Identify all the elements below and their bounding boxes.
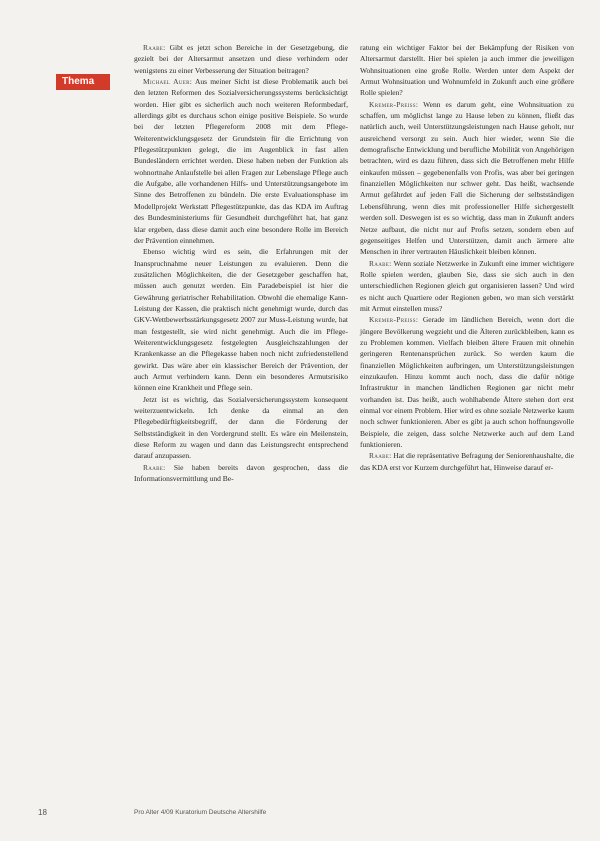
left-column <box>134 42 348 484</box>
paragraph-text: Wenn es darum geht, eine Wohnsituation zu schaffen, um möglichst lange zu Hause leben zu können, fließt das natürlich auch, weil Unterstützungsleistungen nach Hause geholt, nur ausreichend versorgt zu sein. Auch hier wieder, wenn Sie die demografische Entwicklung und berufliche Mobilität von Angehörigen betrachten, wird es dazu führen, dass sich die Betroffenen mehr Hilfe einkaufen müssen – gegebenenfalls von Profis, was aber bei geringen finanziellen Möglichkeiten nur schwer geht. Das heißt, wachsende Armut gefährdet auf jeden Fall die Sicherung der selbstständigen Lebensführung, wenn dies mit professioneller Hilfe sichergestellt werden soll. Deswegen ist es so wichtig, dass man in Zukunft anders Netze aufbaut, die nicht nur auf Profis setzen, sondern eben auf gegenseitiges Helfen und Unterstützen, damit auch ärmere alte Menschen in ihrer vertrauten Häuslichkeit bleiben können. <box>360 99 575 257</box>
paragraph <box>360 258 574 315</box>
section-tab: Thema <box>56 74 110 90</box>
paragraph-text: Gerade im ländlichen Bereich, wenn dort die jüngere Bevölkerung wegzieht und die Älteren zurückbleiben, kann es zu Problemen kommen. Vielfach bleiben ältere Frauen mit ohnehin geringeren Rentenansprüchen zurück. So werden kaum die finanziellen Möglichkeiten aufbringen, um Unterstützungsleistungen einzukaufen. Hinzu kommt auch noch, dass die dafür nötige Infrastruktur in manchen ländlichen Regionen gar nicht mehr vorhanden ist. Das heißt, auch wohlhabende Ältere stehen dort erst einmal vor einem Problem. Hier wird es ohne soziale Netzwerke kaum noch schwer funktionieren. Aber es gibt ja auch schon hoffnungsvolle Beispiele, die zeigen, dass solche Netzwerke auch auf dem Land funktionieren. <box>360 315 575 450</box>
paragraph <box>360 42 574 99</box>
paragraph-text: Jetzt ist es wichtig, das Sozialversicherungssystem konsequent weiterzuentwickeln. Ich denke da einmal an den Pflegebedürftigkeitsbegriff, der dann die Förderung der Selbstständigkeit in den Vordergrund stellt. Es wäre ein Meilenstein, diese Reform zu wagen und dann das Leistungsrecht entsprechend darauf anzupassen. <box>134 394 348 461</box>
paragraph <box>134 76 348 246</box>
speaker-name: Kremer-Preiss: <box>369 99 419 109</box>
page-number: 18 <box>38 808 47 817</box>
paragraph-text: Ebenso wichtig wird es sein, die Erfahrungen mit der Inanspruchnahme neuer Leistungen zu evaluieren. Denn die zusätzlichen Möglichkeiten, die der Gesetzgeber geschaffen hat, müssen auch genutzt werden. Ein Paradebeispiel ist hier die Gewährung geriatrischer Rehabilitation. Obwohl die ehemalige Kann-Leistung der Kassen, die praktisch nicht genehmigt wurde, durch das GKV-Wettbewerbsstärkungsgesetz 2007 zur Muss-Leistung wurde, hat man festgestellt, sie wird nicht genehmigt. Auch die im Pflege-Weiterentwicklungsgesetz festgelegten Ausgleichszahlungen der Krankenkasse an die Pflegekasse haben noch nicht zufriedenstellend gewirkt. Das wäre aber ein klassischer Bereich der Prävention, der auch Armut verhindern kann. Denn ein besonderes Armutsrisiko können eine Krankheit und Pflege sein. <box>134 247 348 393</box>
paragraph-text: Wenn soziale Netzwerke in Zukunft eine immer wichtigere Rolle spielen werden, glauben Sie, dass sie sich auch in den unterschiedlichen Regionen gleich gut organisieren lassen? Und wird es nicht auch Quartiere oder Regionen geben, wo man sich verstärkt mit Armut einstellen muss? <box>360 258 574 313</box>
speaker-name: Raabe: <box>369 451 392 461</box>
paragraph <box>360 314 574 450</box>
speaker-name: Raabe: <box>369 258 392 268</box>
paragraph-text: Aus meiner Sicht ist diese Problematik auch bei den letzten Reformen des Sozialversicherungssystems berücksichtigt worden. Hier gibt es sicherlich auch noch weiteren Reformbedarf, allerdings gibt es durchaus schon einige positive Beispiele. So wurde bei der letzten Pflegereform 2008 mit dem Pflege-Weiterentwicklungsgesetz der Grundstein für die Errichtung von Pflegestützpunkten gelegt, die im Augenblick in fast allen Bundesländern errichtet werden. Diese haben neben der Funktion als wohnortnahe Anlaufstelle bei allen Fragen zur Lebenslage Pflege auch die Aufgabe, alle vorhandenen Hilfs- und Unterstützungsangebote im Sinne des Betroffenen zu bündeln. Die erste Evaluationsphase im Modellprojekt Werkstatt Pflegestützpunkte, das das KDA im Auftrag des Bundesministeriums für Gesundheit durchgeführt hat, hat ganz klar ergeben, dass diese damit auch eine besondere Rolle im Bereich der Prävention einnehmen. <box>134 77 348 245</box>
right-column <box>360 42 574 473</box>
paragraph-text: Hat die repräsentative Befragung der Seniorenhaushalte, die das KDA erst vor Kurzem durchgeführt hat, Hinweise darauf er- <box>360 451 574 472</box>
speaker-name: Raabe: <box>143 43 166 52</box>
speaker-name: Michael Auer: <box>143 77 193 87</box>
paragraph <box>360 450 574 473</box>
paragraph <box>134 246 348 393</box>
paragraph-text: ratung ein wichtiger Faktor bei der Bekämpfung der Risiken von Altersarmut darstellt. Hier bei spielen ja auch immer die jeweiligen Wohnsituationen eine große Rolle. Werden unter dem Aspekt der Armut Wohnsituation und Wohnumfeld in Zukunft auch eine größere Rolle spielen? <box>360 43 574 98</box>
paragraph-text: Gibt es jetzt schon Bereiche in der Gesetzgebung, die gezielt bei der Altersarmut ansetzen und diese verhindern oder wenigstens zu einer Verbesserung der Situation beitragen? <box>134 43 348 75</box>
footer-source: Pro Alter 4/09 Kuratorium Deutsche Altershilfe <box>134 809 267 816</box>
paragraph <box>134 462 348 485</box>
paragraph <box>134 42 348 76</box>
speaker-name: Kremer-Preiss: <box>369 315 419 325</box>
paragraph <box>360 99 574 258</box>
paragraph <box>134 394 348 462</box>
paragraph-text: Sie haben bereits davon gesprochen, dass die Informationsvermittlung und Be- <box>134 462 349 484</box>
speaker-name: Raabe: <box>143 462 166 472</box>
